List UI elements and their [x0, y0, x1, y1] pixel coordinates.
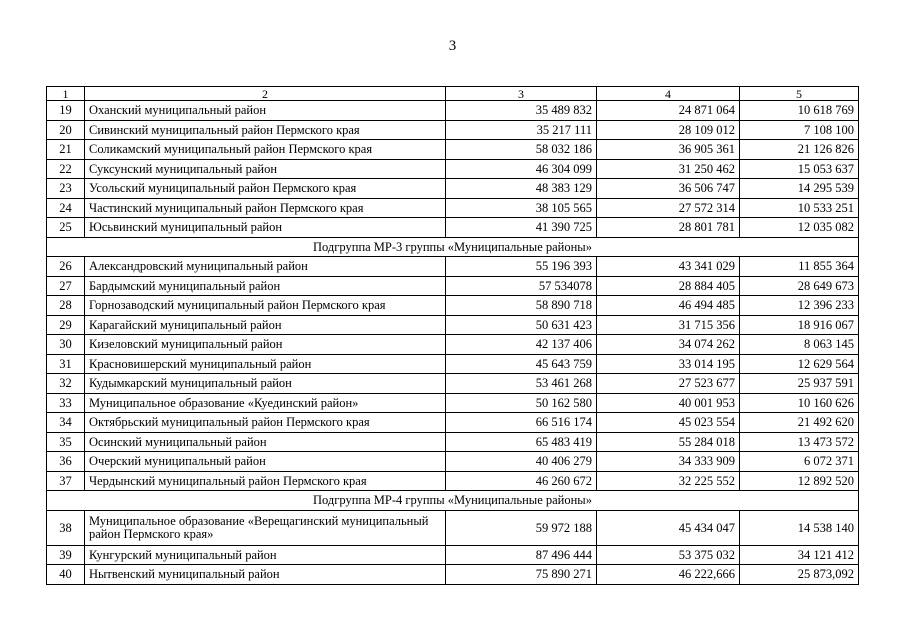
row-number: 40: [47, 565, 85, 585]
table-row: [47, 432, 859, 452]
column-4-value: 28 884 405: [597, 276, 740, 296]
table-row: [47, 198, 859, 218]
table-row: [47, 257, 859, 277]
column-3-value: 46 304 099: [446, 159, 597, 179]
district-name: Осинский муниципальный район: [85, 432, 446, 452]
district-name: Суксунский муниципальный район: [85, 159, 446, 179]
column-4-value: 45 434 047: [597, 510, 740, 545]
table-row: [47, 354, 859, 374]
column-4-value: 53 375 032: [597, 545, 740, 565]
column-4-value: 36 905 361: [597, 140, 740, 160]
column-4-value: 43 341 029: [597, 257, 740, 277]
column-5-value: 10 533 251: [740, 198, 859, 218]
district-name: Муниципальное образование «Куединский район»: [85, 393, 446, 413]
column-4-value: 24 871 064: [597, 101, 740, 121]
column-3-value: 66 516 174: [446, 413, 597, 433]
column-5-value: 7 108 100: [740, 120, 859, 140]
district-name: Частинский муниципальный район Пермского края: [85, 198, 446, 218]
row-number: 35: [47, 432, 85, 452]
row-number: 29: [47, 315, 85, 335]
table-row: [47, 218, 859, 238]
row-number: 37: [47, 471, 85, 491]
row-number: 30: [47, 335, 85, 355]
column-3-value: 58 032 186: [446, 140, 597, 160]
column-3-value: 40 406 279: [446, 452, 597, 472]
column-5-value: 21 126 826: [740, 140, 859, 160]
column-4-value: 45 023 554: [597, 413, 740, 433]
row-number: 31: [47, 354, 85, 374]
row-number: 22: [47, 159, 85, 179]
table-row: [47, 471, 859, 491]
table-row: [47, 452, 859, 472]
district-name: Чердынский муниципальный район Пермского края: [85, 471, 446, 491]
row-number: 34: [47, 413, 85, 433]
column-3-value: 35 217 111: [446, 120, 597, 140]
column-5-value: 8 063 145: [740, 335, 859, 355]
column-4-value: 32 225 552: [597, 471, 740, 491]
column-5-value: 6 072 371: [740, 452, 859, 472]
page-number: 3: [448, 38, 457, 54]
column-5-value: 14 295 539: [740, 179, 859, 199]
column-4-value: 27 572 314: [597, 198, 740, 218]
district-name: Кудымкарский муниципальный район: [85, 374, 446, 394]
column-5-value: 25 937 591: [740, 374, 859, 394]
column-5-value: 12 035 082: [740, 218, 859, 238]
column-5-value: 15 053 637: [740, 159, 859, 179]
row-number: 23: [47, 179, 85, 199]
column-5-value: 12 892 520: [740, 471, 859, 491]
district-name: Усольский муниципальный район Пермского края: [85, 179, 446, 199]
column-header: 5: [740, 87, 859, 101]
column-3-value: 65 483 419: [446, 432, 597, 452]
district-name: Соликамский муниципальный район Пермского края: [85, 140, 446, 160]
column-header: 1: [47, 87, 85, 101]
district-name: Горнозаводский муниципальный район Пермского края: [85, 296, 446, 316]
column-5-value: 10 618 769: [740, 101, 859, 121]
subgroup-header-row: [47, 237, 859, 257]
district-name: Юсьвинский муниципальный район: [85, 218, 446, 238]
column-4-value: 46 222,666: [597, 565, 740, 585]
column-3-value: 48 383 129: [446, 179, 597, 199]
column-4-value: 40 001 953: [597, 393, 740, 413]
column-5-value: 28 649 673: [740, 276, 859, 296]
column-5-value: 10 160 626: [740, 393, 859, 413]
column-4-value: 28 801 781: [597, 218, 740, 238]
column-5-value: 13 473 572: [740, 432, 859, 452]
column-3-value: 45 643 759: [446, 354, 597, 374]
column-3-value: 55 196 393: [446, 257, 597, 277]
district-name: Сивинский муниципальный район Пермского края: [85, 120, 446, 140]
row-number: 39: [47, 545, 85, 565]
row-number: 21: [47, 140, 85, 160]
column-4-value: 36 506 747: [597, 179, 740, 199]
column-4-value: 31 715 356: [597, 315, 740, 335]
column-5-value: 18 916 067: [740, 315, 859, 335]
district-name: Кунгурский муниципальный район: [85, 545, 446, 565]
column-3-value: 53 461 268: [446, 374, 597, 394]
table-row: [47, 140, 859, 160]
column-5-value: 21 492 620: [740, 413, 859, 433]
row-number: 32: [47, 374, 85, 394]
column-header: 2: [85, 87, 446, 101]
row-number: 27: [47, 276, 85, 296]
table-row: [47, 545, 859, 565]
column-3-value: 35 489 832: [446, 101, 597, 121]
table-row: [47, 276, 859, 296]
table-row: [47, 335, 859, 355]
district-name: Бардымский муниципальный район: [85, 276, 446, 296]
table-row: [47, 120, 859, 140]
table-row: [47, 374, 859, 394]
table-row: [47, 101, 859, 121]
table-row: [47, 159, 859, 179]
column-4-value: 27 523 677: [597, 374, 740, 394]
row-number: 24: [47, 198, 85, 218]
row-number: 36: [47, 452, 85, 472]
column-3-value: 38 105 565: [446, 198, 597, 218]
district-name: Октябрьский муниципальный район Пермского края: [85, 413, 446, 433]
table-row: [47, 296, 859, 316]
district-name: Муниципальное образование «Верещагинский муниципальный район Пермского края»: [85, 510, 446, 545]
row-number: 28: [47, 296, 85, 316]
row-number: 25: [47, 218, 85, 238]
table-row: [47, 315, 859, 335]
column-4-value: 28 109 012: [597, 120, 740, 140]
table-row: [47, 510, 859, 545]
column-3-value: 46 260 672: [446, 471, 597, 491]
column-5-value: 12 629 564: [740, 354, 859, 374]
district-name: Очерский муниципальный район: [85, 452, 446, 472]
column-5-value: 14 538 140: [740, 510, 859, 545]
column-5-value: 12 396 233: [740, 296, 859, 316]
subgroup-header-row: [47, 491, 859, 511]
column-4-value: 55 284 018: [597, 432, 740, 452]
budget-table: [46, 86, 859, 585]
column-header: 3: [446, 87, 597, 101]
district-name: Кизеловский муниципальный район: [85, 335, 446, 355]
column-4-value: 46 494 485: [597, 296, 740, 316]
district-name: Александровский муниципальный район: [85, 257, 446, 277]
column-3-value: 42 137 406: [446, 335, 597, 355]
row-number: 38: [47, 510, 85, 545]
table-header-row: [47, 87, 859, 101]
column-4-value: 34 333 909: [597, 452, 740, 472]
column-3-value: 50 162 580: [446, 393, 597, 413]
column-5-value: 34 121 412: [740, 545, 859, 565]
column-3-value: 41 390 725: [446, 218, 597, 238]
district-name: Красновишерский муниципальный район: [85, 354, 446, 374]
column-5-value: 11 855 364: [740, 257, 859, 277]
column-header: 4: [597, 87, 740, 101]
column-4-value: 34 074 262: [597, 335, 740, 355]
column-4-value: 31 250 462: [597, 159, 740, 179]
subgroup-title: Подгруппа МР-3 группы «Муниципальные районы»: [47, 237, 859, 257]
district-name: Карагайский муниципальный район: [85, 315, 446, 335]
table-row: [47, 413, 859, 433]
row-number: 20: [47, 120, 85, 140]
district-name: Нытвенский муниципальный район: [85, 565, 446, 585]
table-row: [47, 565, 859, 585]
column-5-value: 25 873,092: [740, 565, 859, 585]
column-4-value: 33 014 195: [597, 354, 740, 374]
column-3-value: 75 890 271: [446, 565, 597, 585]
table-row: [47, 393, 859, 413]
subgroup-title: Подгруппа МР-4 группы «Муниципальные районы»: [47, 491, 859, 511]
row-number: 19: [47, 101, 85, 121]
column-3-value: 59 972 188: [446, 510, 597, 545]
column-3-value: 58 890 718: [446, 296, 597, 316]
row-number: 33: [47, 393, 85, 413]
column-3-value: 87 496 444: [446, 545, 597, 565]
column-3-value: 57 534078: [446, 276, 597, 296]
column-3-value: 50 631 423: [446, 315, 597, 335]
row-number: 26: [47, 257, 85, 277]
district-name: Оханский муниципальный район: [85, 101, 446, 121]
table-row: [47, 179, 859, 199]
